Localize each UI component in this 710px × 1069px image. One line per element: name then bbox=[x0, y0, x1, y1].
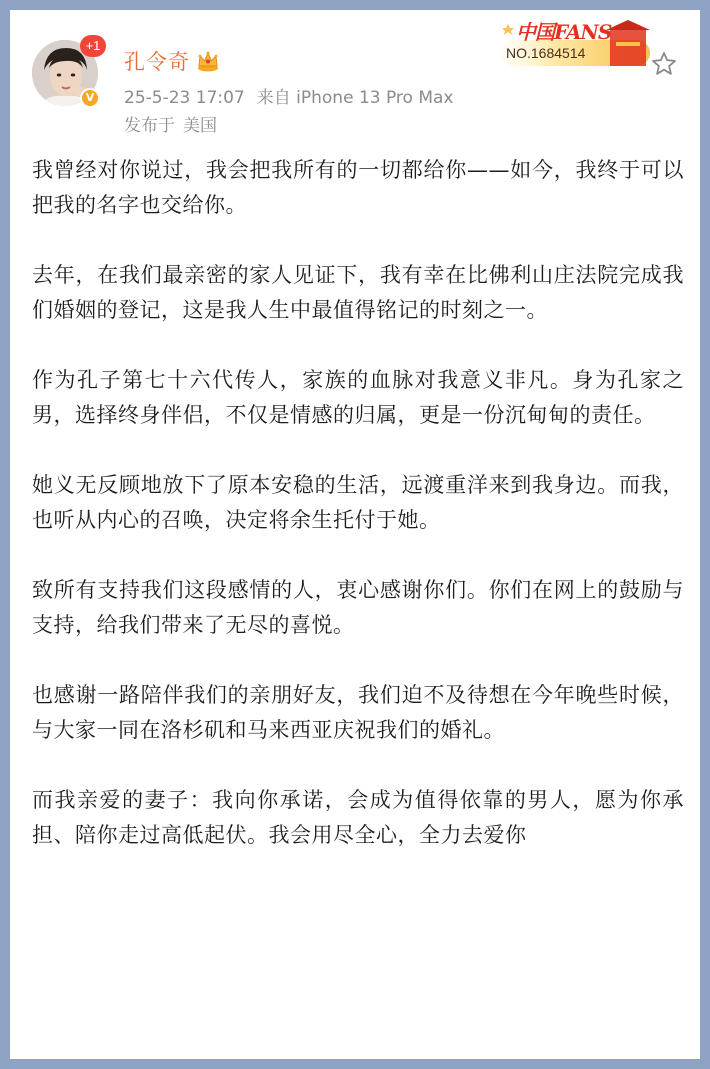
location-value: 美国 bbox=[183, 116, 217, 136]
crown-icon[interactable] bbox=[196, 50, 220, 72]
fans-badge[interactable] bbox=[492, 16, 658, 74]
post-paragraph: 去年，在我们最亲密的家人见证下，我有幸在比佛利山庄法院完成我们婚姻的登记，这是我人生中最值得铭记的时刻之一。 bbox=[32, 263, 684, 322]
post-paragraph: 我曾经对你说过，我会把我所有的一切都给你——如今，我终于可以把我的名字也交给你。 bbox=[32, 158, 684, 217]
post-paragraph: 而我亲爱的妻子：我向你承诺，会成为值得依靠的男人，愿为你承担、陪你走过高低起伏。我会用尽全心，全力去爱你 bbox=[32, 788, 684, 847]
post-source: 来自 iPhone 13 Pro Max bbox=[256, 88, 454, 108]
new-badge: +1 bbox=[80, 35, 106, 57]
author-row bbox=[124, 46, 220, 76]
post-meta bbox=[124, 83, 454, 108]
post-paragraph: 也感谢一路陪伴我们的亲朋好友，我们迫不及待想在今年晚些时候，与大家一同在洛杉矶和马来西亚庆祝我们的婚礼。 bbox=[32, 683, 684, 742]
location-prefix: 发布于 bbox=[124, 116, 175, 136]
post-timestamp: 25-5-23 17:07 bbox=[124, 88, 245, 108]
post-paragraph: 她义无反顾地放下了原本安稳的生活，远渡重洋来到我身边。而我，也听从内心的召唤，决定将余生托付于她。 bbox=[32, 473, 684, 532]
fans-title: 中国FANS bbox=[516, 20, 612, 44]
weibo-post-card bbox=[10, 10, 700, 1059]
post-header bbox=[10, 10, 700, 140]
post-content bbox=[32, 153, 684, 888]
fans-number: NO.1684514 bbox=[506, 45, 586, 61]
post-paragraph: 作为孔子第七十六代传人，家族的血脉对我意义非凡。身为孔家之男，选择终身伴侣，不仅是情感的归属，更是一份沉甸甸的责任。 bbox=[32, 368, 684, 427]
post-location bbox=[124, 111, 217, 136]
star-icon[interactable] bbox=[650, 50, 678, 78]
verified-icon: V bbox=[80, 88, 100, 108]
author-name[interactable]: 孔令奇 bbox=[124, 50, 190, 74]
post-paragraph: 致所有支持我们这段感情的人，衷心感谢你们。你们在网上的鼓励与支持，给我们带来了无尽的喜悦。 bbox=[32, 578, 684, 637]
